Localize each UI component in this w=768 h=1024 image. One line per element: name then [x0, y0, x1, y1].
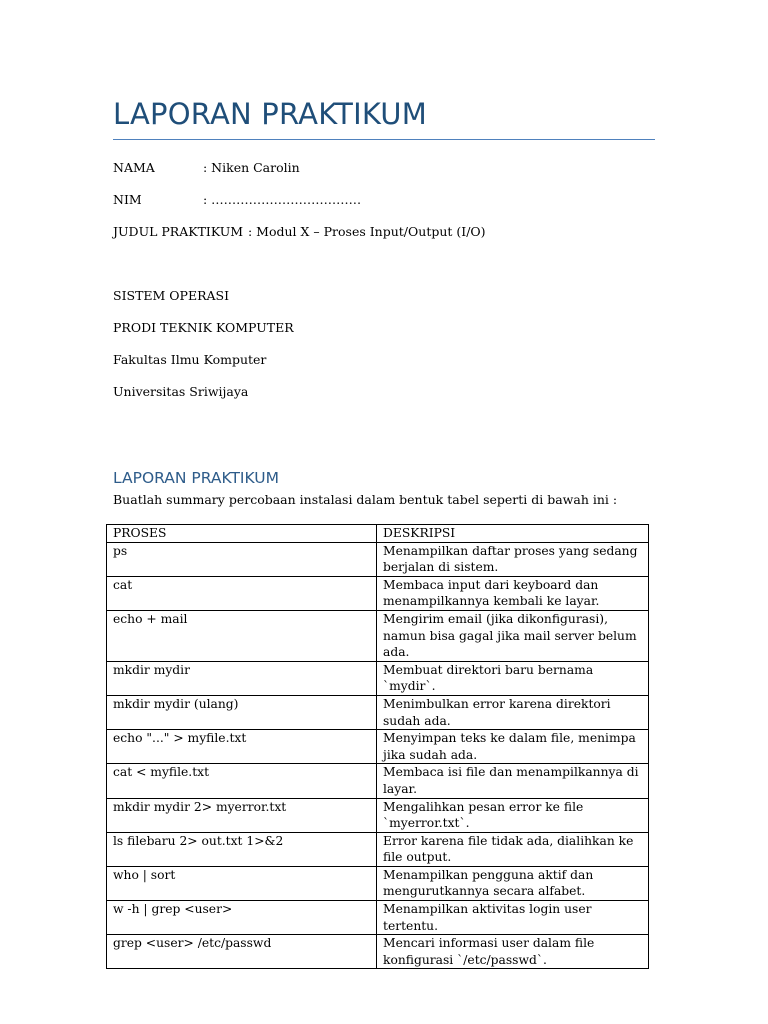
process-cell: who | sort: [107, 866, 377, 900]
faculty-name: Fakultas Ilmu Komputer: [113, 352, 267, 367]
process-cell: cat: [107, 576, 377, 610]
table-row: [107, 764, 649, 798]
process-cell: echo + mail: [107, 610, 377, 661]
document-title: LAPORAN PRAKTIKUM: [113, 97, 427, 131]
instruction-text: Buatlah summary percobaan instalasi dalam bentuk tabel seperti di bawah ini :: [113, 492, 618, 507]
process-cell: mkdir mydir 2> myerror.txt: [107, 798, 377, 832]
description-cell: Mengirim email (jika dikonfigurasi), namun bisa gagal jika mail server belum ada.: [377, 610, 649, 661]
info-value-judul: : Modul X – Proses Input/Output (I/O): [248, 224, 486, 239]
info-label-nama: NAMA: [113, 160, 155, 175]
description-cell: Membaca isi file dan menampilkannya di layar.: [377, 764, 649, 798]
table-row: [107, 661, 649, 695]
header-proses: PROSES: [107, 525, 377, 543]
process-cell: w -h | grep <user>: [107, 901, 377, 935]
process-cell: mkdir mydir (ulang): [107, 695, 377, 729]
info-label-judul: JUDUL PRAKTIKUM: [113, 224, 244, 239]
description-cell: Membuat direktori baru bernama `mydir`.: [377, 661, 649, 695]
title-underline: [113, 139, 655, 140]
study-program: PRODI TEKNIK KOMPUTER: [113, 320, 294, 335]
table-row: [107, 901, 649, 935]
description-cell: Menampilkan aktivitas login user tertentu.: [377, 901, 649, 935]
description-cell: Menampilkan daftar proses yang sedang berjalan di sistem.: [377, 542, 649, 576]
info-value-nim: : ………………………………: [203, 192, 362, 207]
table-row: [107, 935, 649, 969]
description-cell: Membaca input dari keyboard dan menampilkannya kembali ke layar.: [377, 576, 649, 610]
table-row: [107, 610, 649, 661]
table-row: [107, 695, 649, 729]
process-cell: mkdir mydir: [107, 661, 377, 695]
process-cell: cat < myfile.txt: [107, 764, 377, 798]
table-header-row: [107, 525, 649, 543]
process-cell: ls filebaru 2> out.txt 1>&2: [107, 832, 377, 866]
process-cell: grep <user> /etc/passwd: [107, 935, 377, 969]
section-heading: LAPORAN PRAKTIKUM: [113, 469, 279, 487]
description-cell: Mengalihkan pesan error ke file `myerror.txt`.: [377, 798, 649, 832]
info-label-nim: NIM: [113, 192, 142, 207]
description-cell: Error karena file tidak ada, dialihkan ke file output.: [377, 832, 649, 866]
process-cell: echo "..." > myfile.txt: [107, 730, 377, 764]
summary-table: [106, 524, 649, 969]
course-name: SISTEM OPERASI: [113, 288, 230, 303]
header-deskripsi: DESKRIPSI: [377, 525, 649, 543]
description-cell: Menampilkan pengguna aktif dan mengurutkannya secara alfabet.: [377, 866, 649, 900]
process-cell: ps: [107, 542, 377, 576]
description-cell: Menimbulkan error karena direktori sudah ada.: [377, 695, 649, 729]
table-row: [107, 798, 649, 832]
info-value-nama: : Niken Carolin: [203, 160, 300, 175]
table-row: [107, 832, 649, 866]
table-row: [107, 542, 649, 576]
description-cell: Menyimpan teks ke dalam file, menimpa jika sudah ada.: [377, 730, 649, 764]
table-row: [107, 576, 649, 610]
table-row: [107, 866, 649, 900]
description-cell: Mencari informasi user dalam file konfigurasi `/etc/passwd`.: [377, 935, 649, 969]
table-row: [107, 730, 649, 764]
university-name: Universitas Sriwijaya: [113, 384, 249, 399]
